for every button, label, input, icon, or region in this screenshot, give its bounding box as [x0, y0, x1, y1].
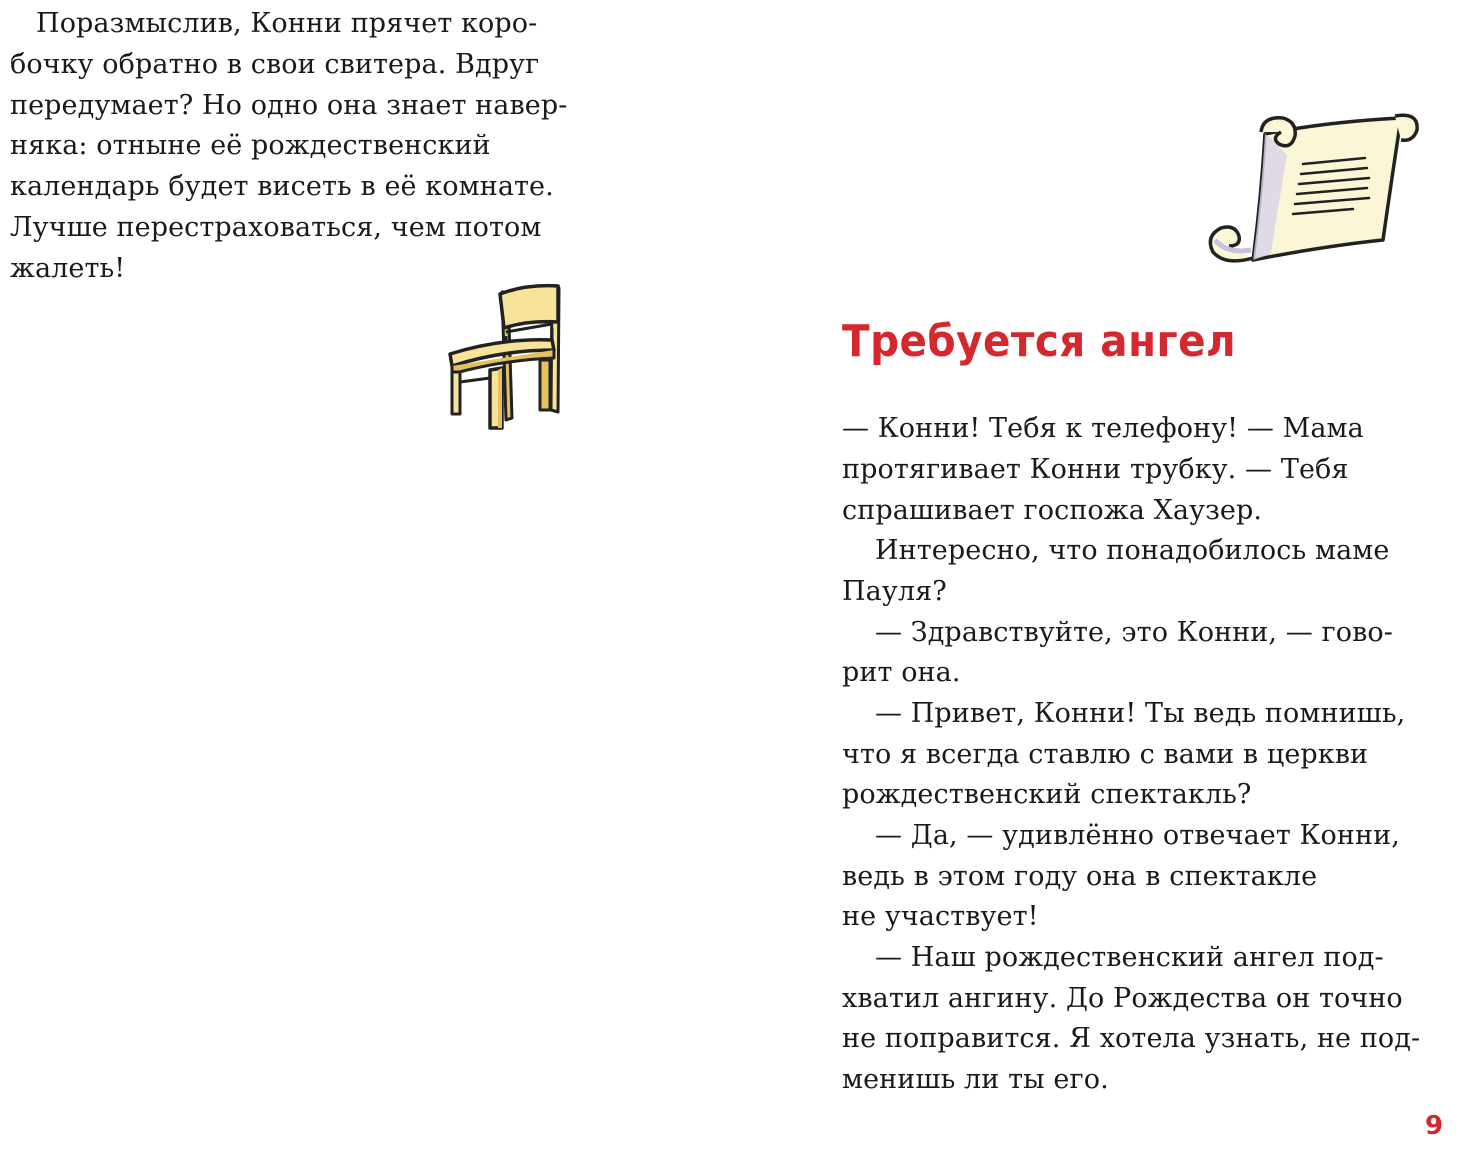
- text-line: — Да, — удивлённо отвечает Конни,: [875, 820, 1400, 851]
- text-line: не участвует!: [842, 901, 1039, 932]
- right-page: [730, 0, 1461, 1157]
- text-line: бочку обратно в свои свитера. Вдруг: [10, 49, 540, 80]
- text-line: хватил ангину. До Рождества он точно: [842, 983, 1403, 1014]
- page-number: 9: [1425, 1111, 1444, 1141]
- text-line: Интересно, что понадобилось маме: [875, 535, 1390, 566]
- text-line: не поправится. Я хотела узнать, не под-: [842, 1023, 1421, 1054]
- text-line: рождественский спектакль?: [842, 779, 1252, 810]
- text-line: Лучше перестраховаться, чем потом: [10, 212, 542, 243]
- text-line: жалеть!: [10, 253, 126, 284]
- text-line: Пауля?: [842, 576, 947, 607]
- text-line: — Наш рождественский ангел под-: [875, 942, 1384, 973]
- text-line: няка: отныне её рождественский: [10, 130, 491, 161]
- text-line: Поразмыслив, Конни прячет коро-: [10, 8, 538, 39]
- text-line: — Здравствуйте, это Конни, — гово-: [875, 617, 1393, 648]
- text-line: что я всегда ставлю с вами в церкви: [842, 739, 1369, 770]
- text-line: протягивает Конни трубку. — Тебя: [842, 454, 1349, 485]
- text-line: передумает? Но одно она знает навер-: [10, 90, 568, 121]
- text-line: календарь будет висеть в её комнате.: [10, 171, 554, 202]
- text-line: — Привет, Конни! Ты ведь помнишь,: [875, 698, 1406, 729]
- chapter-title: Требуется ангел: [842, 316, 1237, 367]
- text-line: ведь в этом году она в спектакле: [842, 861, 1318, 892]
- text-line: — Конни! Тебя к телефону! — Мама: [842, 413, 1364, 444]
- text-line: рит она.: [842, 657, 961, 688]
- text-line: менишь ли ты его.: [842, 1064, 1109, 1095]
- scroll-illustration: [1205, 110, 1425, 270]
- chair-illustration: [440, 280, 570, 440]
- left-page: [0, 0, 730, 1157]
- text-line: спрашивает госпожа Хаузер.: [842, 495, 1263, 526]
